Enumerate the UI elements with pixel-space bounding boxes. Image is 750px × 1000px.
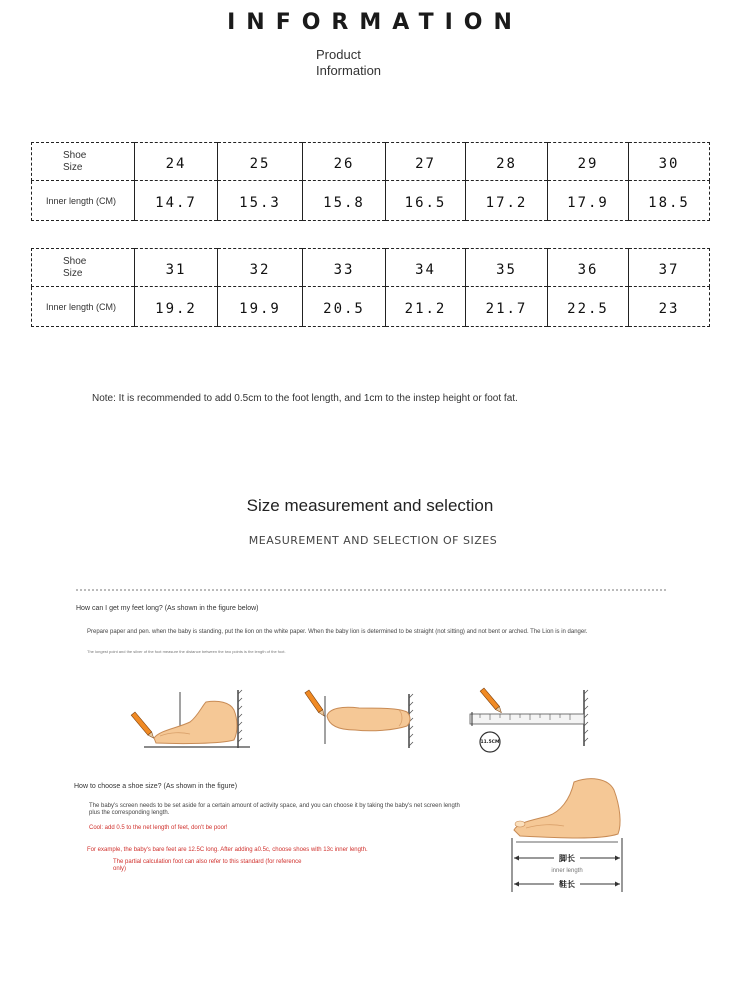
- length-cell: 19.2: [135, 287, 218, 327]
- page-subtitle: [316, 47, 381, 79]
- size-row: [32, 249, 710, 287]
- foot-length-dimension: [514, 853, 620, 863]
- length-cell: 15.8: [303, 181, 386, 221]
- length-cell: 21.2: [386, 287, 466, 327]
- tip-add-length: Cool: add 0.5 to the net length of feet, don't be poor!: [89, 825, 228, 831]
- shoe-length-dimension: [514, 879, 620, 889]
- row-label-length: Inner length (CM): [32, 287, 135, 327]
- size-cell: 24: [135, 143, 218, 181]
- size-table-1: [31, 142, 710, 221]
- section-title: Size measurement and selection: [246, 496, 494, 515]
- length-cell: 19.9: [218, 287, 303, 327]
- length-cell: 17.9: [548, 181, 629, 221]
- row-label-size: Shoe Size: [32, 249, 135, 287]
- size-cell: 28: [466, 143, 548, 181]
- foot-length-diagram: [500, 772, 650, 894]
- row-label-size: Shoe Size: [32, 143, 135, 181]
- size-cell: 31: [135, 249, 218, 287]
- length-cell: 21.7: [466, 287, 548, 327]
- subtitle-line-1: Product: [316, 47, 361, 62]
- size-cell: 25: [218, 143, 303, 181]
- size-cell: 33: [303, 249, 386, 287]
- question-foot-length: How can I get my feet long? (As shown in the figure below): [76, 605, 259, 612]
- length-cell: 22.5: [548, 287, 629, 327]
- instruction-detail: The longest point and the silver of the foot measure the distance between the two points is the length of the foot.: [87, 649, 286, 654]
- reference-note: The partial calculation foot can also refer to this standard (for reference only): [113, 859, 302, 872]
- question-shoe-size: How to choose a shoe size? (As shown in the figure): [74, 783, 238, 790]
- length-cell: 23: [629, 287, 710, 327]
- length-row: [32, 181, 710, 221]
- size-note: Note: It is recommended to add 0.5cm to the foot length, and 1cm to the instep height or foot fat.: [92, 393, 518, 404]
- length-cell: 20.5: [303, 287, 386, 327]
- size-cell: 29: [548, 143, 629, 181]
- ruler-measurement-illustration: [466, 686, 592, 754]
- size-cell: 35: [466, 249, 548, 287]
- foot-side-pencil-illustration: [130, 686, 254, 752]
- length-cell: 15.3: [218, 181, 303, 221]
- example-text: For example, the baby's bare feet are 12.5C long. After adding a0.5c, choose shoes with 13c inner length.: [87, 847, 368, 853]
- section-subtitle: MEASUREMENT AND SELECTION OF SIZES: [248, 534, 498, 547]
- length-cell: 16.5: [386, 181, 466, 221]
- subtitle-line-2: Information: [316, 63, 382, 78]
- foot-length-label: 脚长: [559, 854, 575, 863]
- ruler-reading-label: 11.5CM: [480, 740, 500, 745]
- size-cell: 36: [548, 249, 629, 287]
- length-cell: 17.2: [466, 181, 548, 221]
- row-label-length: Inner length (CM): [32, 181, 135, 221]
- size-row: [32, 143, 710, 181]
- length-cell: 14.7: [135, 181, 218, 221]
- dotted-divider: [76, 589, 666, 591]
- length-cell: 18.5: [629, 181, 710, 221]
- page-title: INFORMATION: [227, 10, 523, 35]
- size-cell: 32: [218, 249, 303, 287]
- shoe-length-label: 鞋长: [559, 880, 575, 889]
- size-cell: 30: [629, 143, 710, 181]
- size-table-2: [31, 248, 710, 327]
- instruction-paragraph: Prepare paper and pen. when the baby is standing, put the lion on the white paper. When the baby lion is determined to be straight (not sitting) and not bent or arched. The Lion is in danger.: [87, 629, 588, 635]
- size-cell: 37: [629, 249, 710, 287]
- size-cell: 26: [303, 143, 386, 181]
- length-row: [32, 287, 710, 327]
- inner-length-label: inner length: [551, 868, 583, 874]
- size-cell: 27: [386, 143, 466, 181]
- choose-size-paragraph: The baby's screen needs to be set aside for a certain amount of activity space, and you can choose it by taking the baby's net screen length plus the corresponding length.: [89, 803, 460, 816]
- foot-top-pencil-illustration: [303, 686, 421, 750]
- size-cell: 34: [386, 249, 466, 287]
